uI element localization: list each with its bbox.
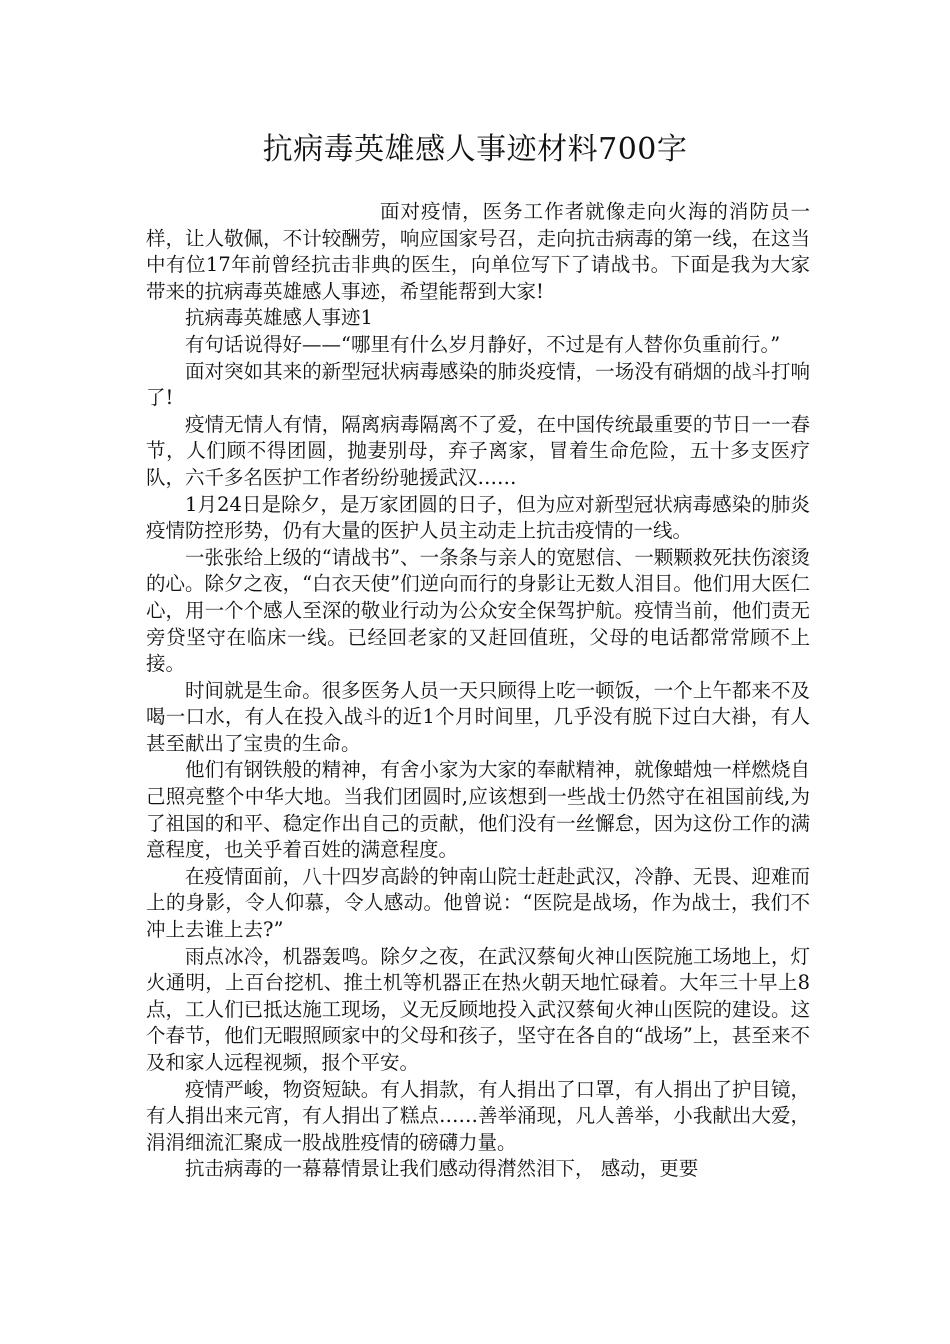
body-paragraph-truncated: 抗击病毒的一幕幕情景让我们感动得潸然泪下， 感动，更要	[185, 1157, 699, 1181]
body-paragraph: 在疫情面前，八十四岁高龄的钟南山院士赶赴武汉，冷静、无畏、迎难而上的身影，令人仰慕，令人感动。他曾说：“医院是战场，作为战士，我们不冲上去谁上去?”	[146, 864, 810, 942]
body-paragraph: 有句话说得好——“哪里有什么岁月静好，不过是有人替你负重前行。”	[185, 332, 781, 356]
document-title: 抗病毒英雄感人事迹材料700字	[262, 132, 688, 167]
body-paragraph: 疫情严峻，物资短缺。有人捐款，有人捐出了口罩，有人捐出了护目镜，有人捐出来元宵，有人捐出了糕点……善举涌现，凡人善举，小我献出大爱，涓涓细流汇聚成一股战胜疫情的磅礴力量。	[146, 1077, 810, 1154]
body-paragraph: 疫情无情人有情，隔离病毒隔离不了爱，在中国传统最重要的节日一一春节，人们顾不得团圆，抛妻别母，弃子离家，冒着生命危险，五十多支医疗队，六千多名医护工作者纷纷驰援武汉……	[146, 412, 810, 489]
body-paragraph: 他们有钢铁般的精神，有舍小家为大家的奉献精神，就像蜡烛一样燃烧自己照亮整个中华大地。当我们团圆时,应该想到一些战士仍然守在祖国前线,为了祖国的和平、稳定作出自己的贡献，他们没有一丝懈怠，因为这份工作的满意程度，也关乎着百姓的满意程度。	[146, 758, 810, 862]
document-body	[146, 199, 810, 1183]
section-heading: 抗病毒英雄感人事迹1	[185, 306, 373, 330]
body-paragraph: 面对突如其来的新型冠状病毒感染的肺炎疫情，一场没有硝烟的战斗打响了!	[146, 359, 810, 410]
body-paragraph: 雨点冰冷，机器轰鸣。除夕之夜，在武汉蔡甸火神山医院施工场地上，灯火通明，上百台挖机、推土机等机器正在热火朝天地忙碌着。大年三十早上8点，工人们已抵达施工现场，义无反顾地投入武汉蔡甸火神山医院的建设。这个春节，他们无暇照顾家中的父母和孩子，坚守在各自的“战场”上，甚至来不及和家人远程视频，报个平安。	[146, 944, 810, 1074]
body-paragraph: 一张张给上级的“请战书”、一条条与亲人的宽慰信、一颗颗救死扶伤滚烫的心。除夕之夜，“白衣天使”们逆向而行的身影让无数人泪目。他们用大医仁心，用一个个感人至深的敬业行动为公众安全保驾护航。疫情当前，他们责无旁贷坚守在临床一线。已经回老家的又赶回值班，父母的电话都常常顾不上接。	[146, 545, 810, 676]
body-paragraph: 1月24日是除夕，是万家团圆的日子，但为应对新型冠状病毒感染的肺炎疫情防控形势，仍有大量的医护人员主动走上抗击疫情的一线。	[146, 492, 810, 543]
body-paragraph: 时间就是生命。很多医务人员一天只顾得上吃一顿饭，一个上午都来不及喝一口水，有人在投入战斗的近1个月时间里，几乎没有脱下过白大褂，有人甚至献出了宝贵的生命。	[146, 678, 810, 755]
intro-paragraph: 面对疫情，医务工作者就像走向火海的消防员一样，让人敬佩，不计较酬劳，响应国家号召，走向抗击病毒的第一线，在这当中有位17年前曾经抗击非典的医生，向单位写下了请战书。下面是我为大家带来的抗病毒英雄感人事迹，希望能帮到大家!	[146, 200, 810, 303]
